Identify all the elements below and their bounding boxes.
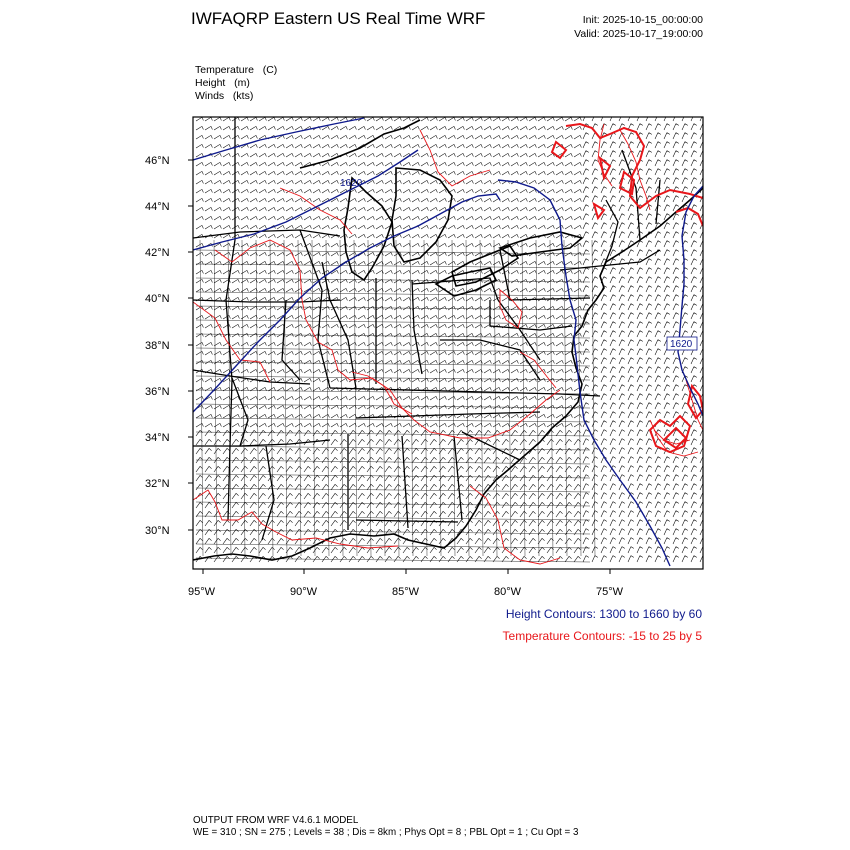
map-frame	[193, 117, 703, 569]
lat-label: 42°N	[145, 247, 170, 259]
valid-time: Valid: 2025-10-17_19:00:00	[574, 28, 703, 40]
temperature-contours-bold	[552, 124, 703, 452]
lon-label: 95°W	[188, 586, 216, 598]
footer-model: OUTPUT FROM WRF V4.6.1 MODEL	[193, 815, 359, 826]
temperature-contour-note: Temperature Contours: -15 to 25 by 5	[502, 629, 702, 643]
latitude-axis	[188, 160, 193, 530]
lon-label: 85°W	[392, 586, 420, 598]
longitude-axis	[203, 569, 610, 574]
lat-label: 30°N	[145, 525, 170, 537]
lat-label: 32°N	[145, 478, 170, 490]
field-winds: Winds (kts)	[195, 90, 254, 102]
map-title: IWFAQRP Eastern US Real Time WRF	[191, 9, 486, 28]
lon-label: 90°W	[290, 586, 318, 598]
height-contour-label-west: 1620	[340, 178, 363, 189]
init-time: Init: 2025-10-15_00:00:00	[582, 14, 703, 26]
lat-label: 46°N	[145, 155, 170, 167]
lat-label: 44°N	[145, 201, 170, 213]
model-footer	[193, 815, 578, 839]
lat-label: 38°N	[145, 340, 170, 352]
lat-label: 40°N	[145, 293, 170, 305]
field-temperature: Temperature (C)	[195, 64, 278, 76]
height-contour-label-east: 1620	[670, 339, 693, 350]
lon-label: 80°W	[494, 586, 522, 598]
field-height: Height (m)	[195, 77, 250, 89]
lon-label: 75°W	[596, 586, 624, 598]
height-contour-note: Height Contours: 1300 to 1660 by 60	[505, 607, 702, 621]
footer-config: WE = 310 ; SN = 275 ; Levels = 38 ; Dis = 8km ; Phys Opt = 8 ; PBL Opt = 1 ; Cu Opt = 3	[193, 827, 579, 838]
lat-label: 36°N	[145, 386, 170, 398]
lat-label: 34°N	[145, 432, 170, 444]
